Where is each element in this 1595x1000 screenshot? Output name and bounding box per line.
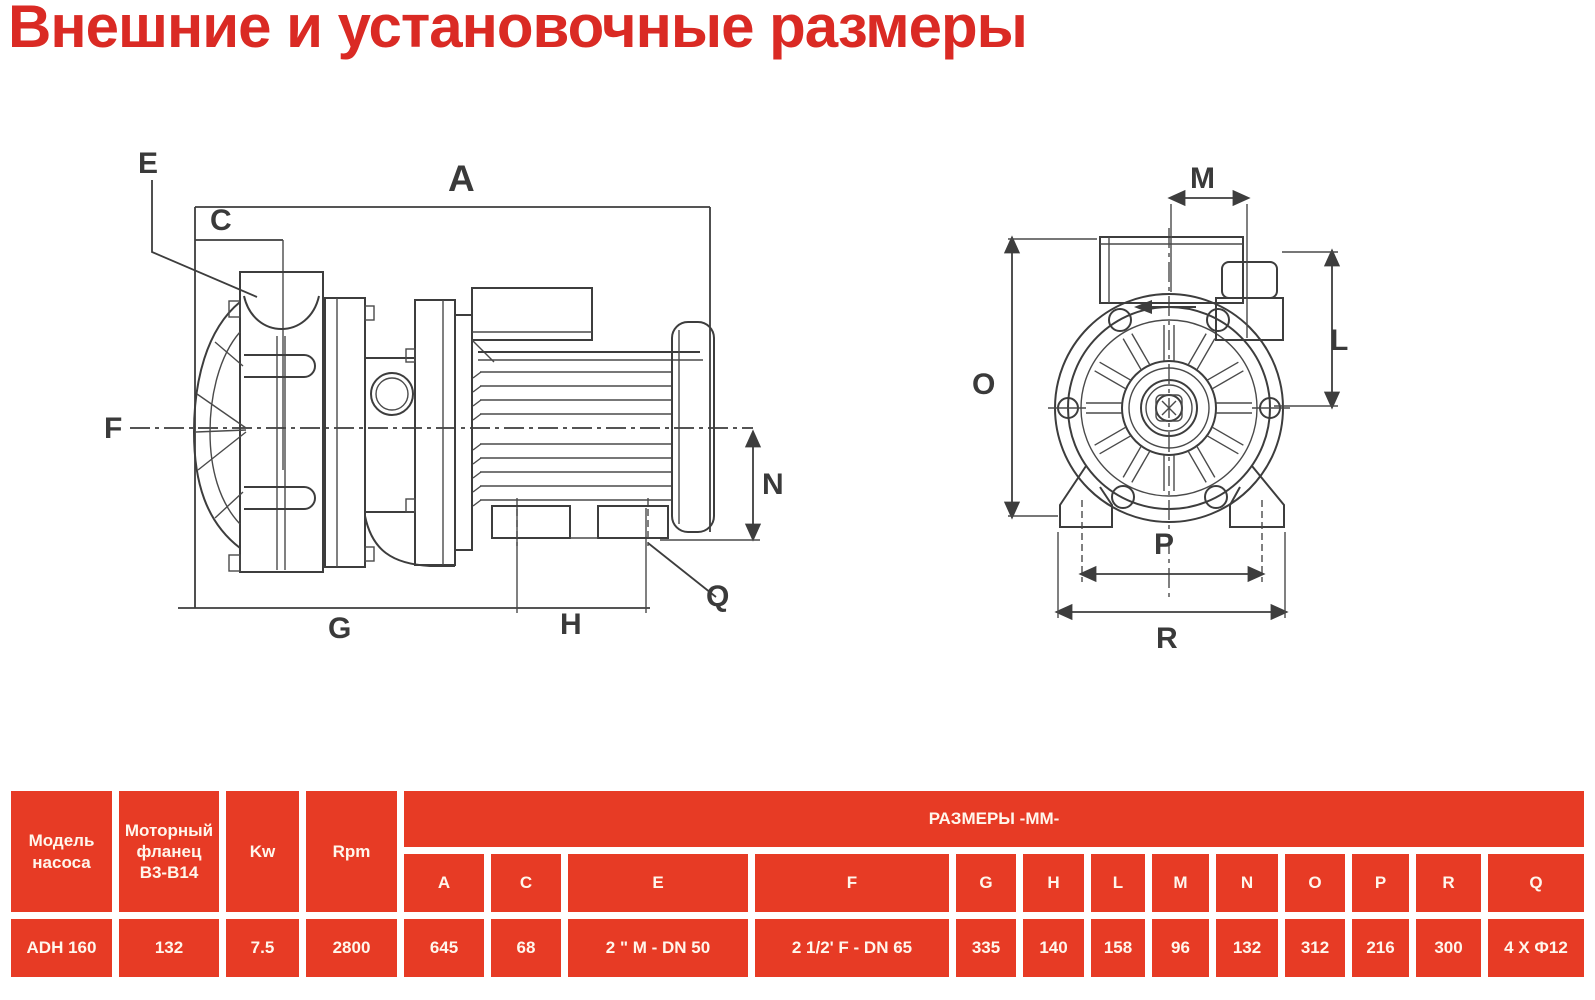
dim-label-f: F xyxy=(104,412,123,445)
header-flange: Моторный фланец В3-В14 xyxy=(119,791,219,912)
dim-header-N: N xyxy=(1216,854,1278,912)
dim-label-g: G xyxy=(328,612,352,645)
dim-label-o: O xyxy=(972,368,996,401)
dim-header-O: O xyxy=(1285,854,1345,912)
dim-header-G: G xyxy=(956,854,1016,912)
dim-label-q: Q xyxy=(706,580,730,613)
header-dimensions: РАЗМЕРЫ -ММ- xyxy=(404,791,1584,847)
dim-header-Q: Q xyxy=(1488,854,1584,912)
value-rpm: 2800 xyxy=(306,919,397,977)
value-O: 312 xyxy=(1285,919,1345,977)
dim-label-r: R xyxy=(1156,622,1178,655)
dim-header-L: L xyxy=(1091,854,1145,912)
value-G: 335 xyxy=(956,919,1016,977)
value-C: 68 xyxy=(491,919,561,977)
dim-header-H: H xyxy=(1023,854,1084,912)
dim-header-F: F xyxy=(755,854,949,912)
value-P: 216 xyxy=(1352,919,1409,977)
value-A: 645 xyxy=(404,919,484,977)
dim-label-c: C xyxy=(210,204,232,237)
dim-label-h: H xyxy=(560,608,582,641)
value-N: 132 xyxy=(1216,919,1278,977)
value-model: ADH 160 xyxy=(11,919,112,977)
value-E: 2 " M - DN 50 xyxy=(568,919,748,977)
value-M: 96 xyxy=(1152,919,1209,977)
table-row xyxy=(11,919,1584,977)
dim-header-C: C xyxy=(491,854,561,912)
dim-label-a: A xyxy=(448,158,475,199)
header-model: Модель насоса xyxy=(11,791,112,912)
dim-label-p: P xyxy=(1154,528,1175,561)
dim-header-M: M xyxy=(1152,854,1209,912)
header-rpm: Rpm xyxy=(306,791,397,912)
dim-label-m: M xyxy=(1190,162,1215,195)
dim-header-R: R xyxy=(1416,854,1481,912)
value-kw: 7.5 xyxy=(226,919,299,977)
page-title: Внешние и установочные размеры xyxy=(8,0,1027,60)
dim-label-n: N xyxy=(762,468,784,501)
dim-header-E: E xyxy=(568,854,748,912)
dim-label-e: E xyxy=(138,147,159,180)
dim-header-P: P xyxy=(1352,854,1409,912)
dim-header-A: A xyxy=(404,854,484,912)
value-flange: 132 xyxy=(119,919,219,977)
value-H: 140 xyxy=(1023,919,1084,977)
value-L: 158 xyxy=(1091,919,1145,977)
value-Q: 4 X Ф12 xyxy=(1488,919,1584,977)
value-F: 2 1/2' F - DN 65 xyxy=(755,919,949,977)
side-view-drawing xyxy=(130,180,760,613)
value-R: 300 xyxy=(1416,919,1481,977)
dim-label-l: L xyxy=(1330,324,1349,357)
header-kw: Kw xyxy=(226,791,299,912)
dimensions-table xyxy=(4,784,1591,984)
